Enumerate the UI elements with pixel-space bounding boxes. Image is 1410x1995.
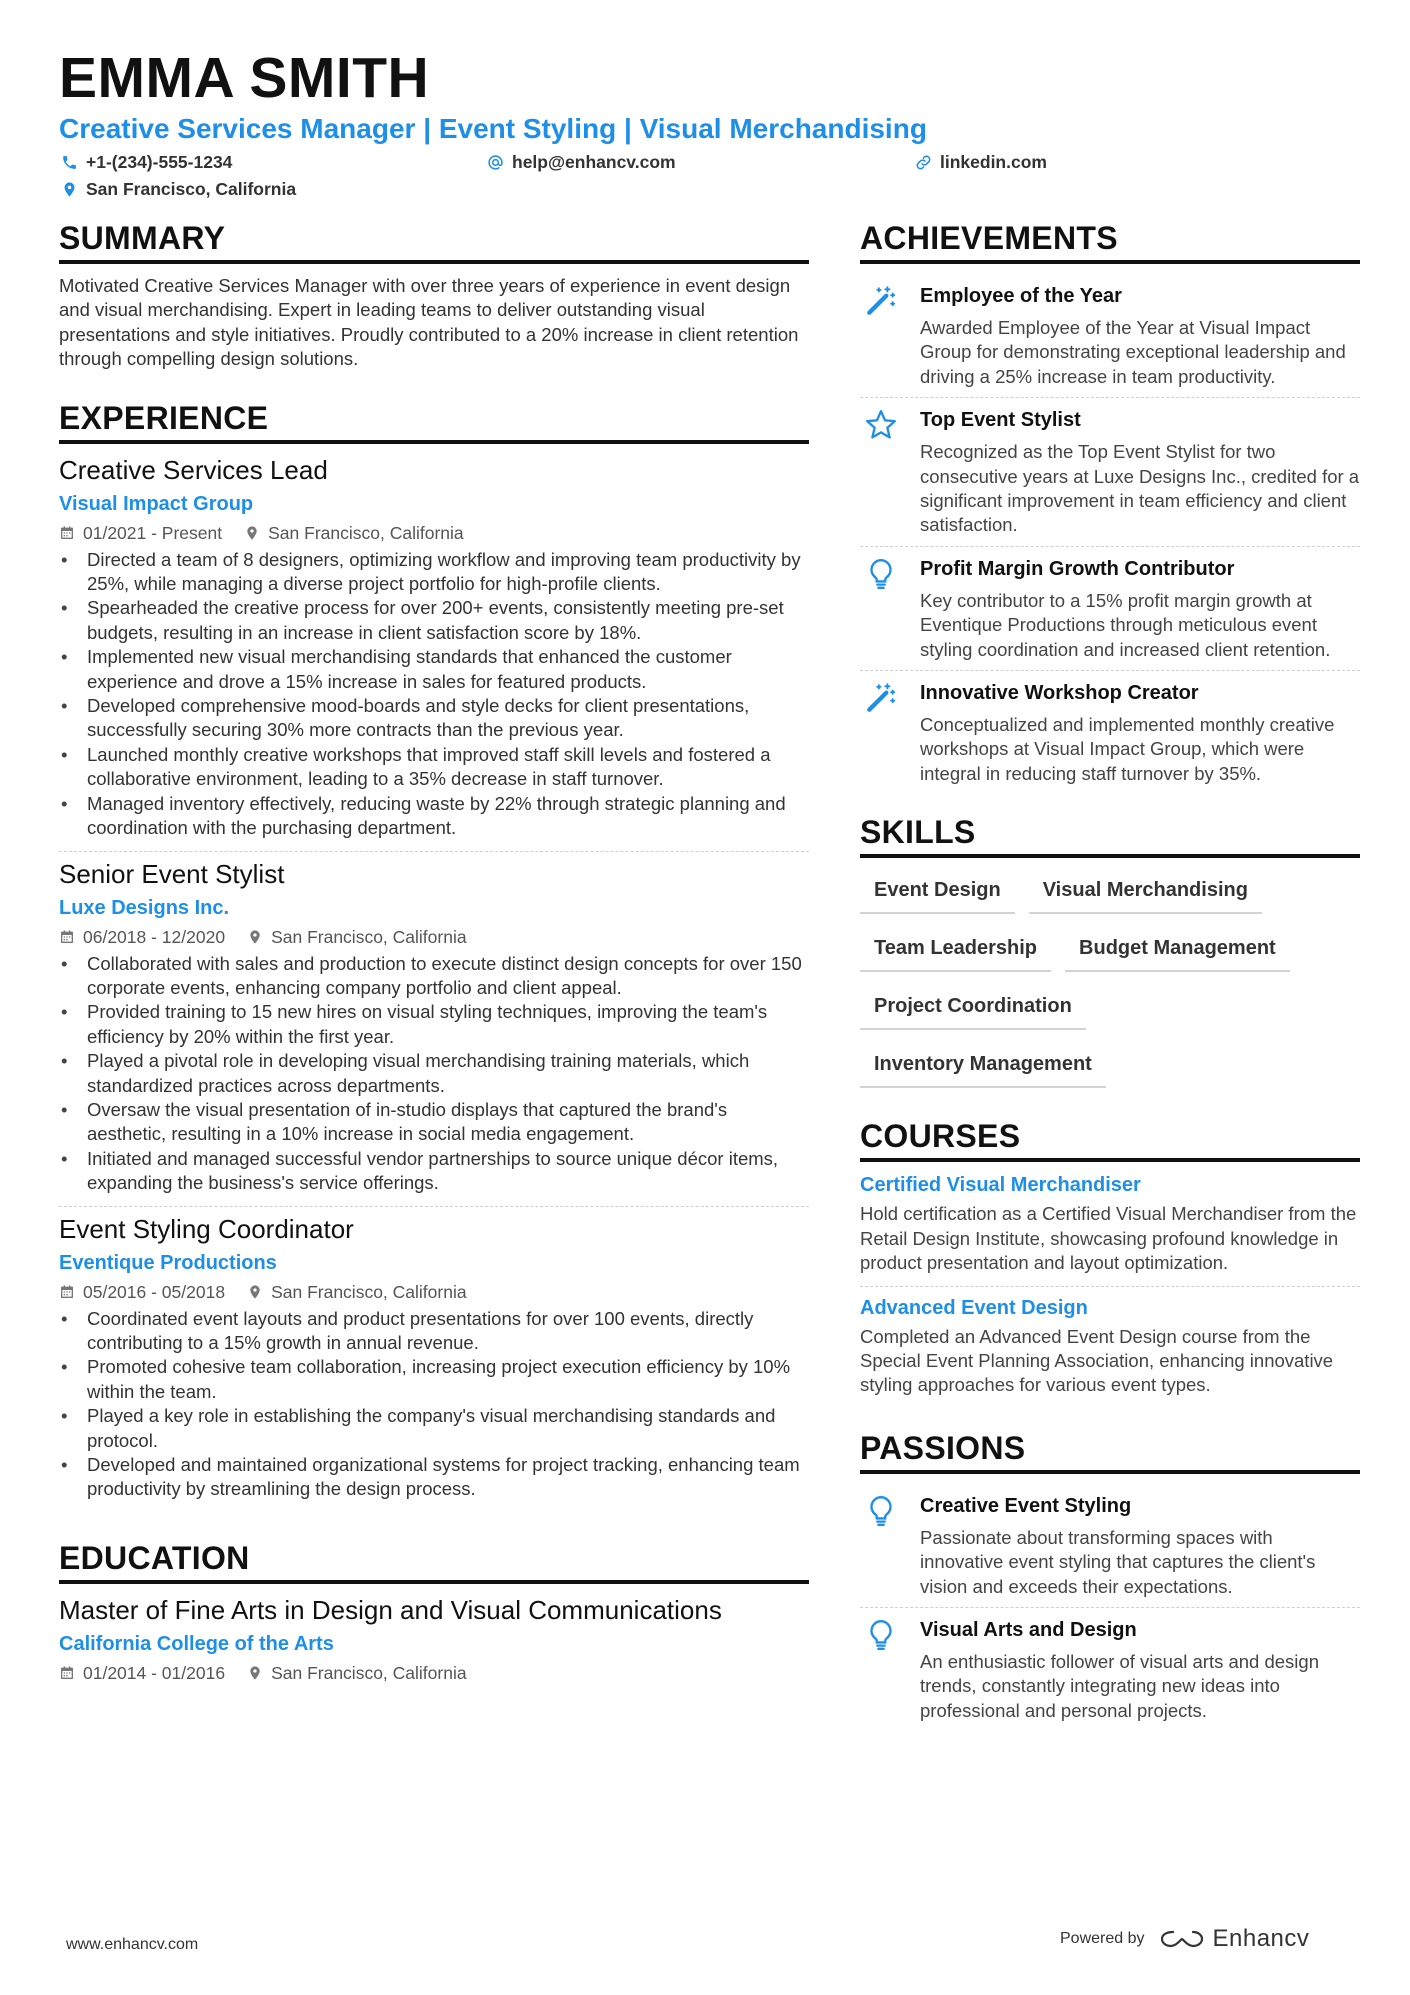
lightbulb-icon (864, 557, 898, 591)
courses-list (860, 1172, 1360, 1397)
list-item: • Developed and maintained organizational systems for project tracking, enhancing team productivity by streamlining the design process. (59, 1453, 809, 1502)
location-pin-icon (244, 525, 260, 541)
experience-heading: EXPERIENCE (59, 398, 809, 444)
divider (59, 1206, 809, 1207)
experience-item (59, 858, 809, 1196)
passions-heading: PASSIONS (860, 1428, 1360, 1474)
skills-list (860, 868, 1360, 1100)
skill-tag: Event Design (860, 868, 1015, 914)
contact-phone[interactable] (61, 152, 232, 173)
right-column (860, 218, 1360, 1731)
experience-item (59, 1213, 809, 1502)
skill-tag: Project Coordination (860, 984, 1086, 1030)
achievement-item (860, 274, 1360, 398)
skills-heading: SKILLS (860, 812, 1360, 858)
achievement-title: Profit Margin Growth Contributor (920, 557, 1235, 580)
list-item: • Promoted cohesive team collaboration, increasing project execution efficiency by 10% within the team. (59, 1355, 809, 1404)
job-bullets (59, 1307, 809, 1502)
location-pin-icon (247, 1284, 263, 1300)
job-location: San Francisco, California (271, 926, 467, 947)
job-role: Event Styling Coordinator (59, 1213, 354, 1244)
job-location: San Francisco, California (268, 522, 464, 543)
courses-heading: COURSES (860, 1116, 1360, 1162)
job-location: San Francisco, California (271, 1281, 467, 1302)
list-item: • Directed a team of 8 designers, optimizing workflow and improving team productivity by 25%, while managing a diverse project portfolio for high-profile clients. (59, 548, 809, 597)
course-desc: Hold certification as a Certified Visual Merchandiser from the Retail Design Institute, showcasing profound knowledge in product presentation and layout optimization. (860, 1203, 1357, 1274)
job-dates: 06/2018 - 12/2020 (83, 926, 226, 947)
link-icon (915, 154, 932, 171)
job-bullets (59, 548, 809, 841)
passion-title: Visual Arts and Design (920, 1618, 1137, 1641)
divider (59, 851, 809, 852)
lightbulb-icon (864, 1618, 898, 1652)
list-item: • Oversaw the visual presentation of in-studio displays that captured the brand's aesthetic, resulting in a 10% increase in social media engagement. (59, 1098, 809, 1147)
job-dates: 05/2016 - 05/2018 (83, 1281, 226, 1302)
powered-by-text: Powered by (1060, 1930, 1145, 1947)
achievement-desc: Awarded Employee of the Year at Visual Impact Group for demonstrating exceptional leadership and driving a 25% increase in team productivity. (920, 317, 1346, 387)
phone-text: +1-(234)-555-1234 (86, 152, 233, 172)
passion-item (860, 1484, 1360, 1608)
list-item: • Played a pivotal role in developing visual merchandising training materials, which standardized practices across departments. (59, 1049, 809, 1098)
phone-icon (61, 154, 78, 171)
experience-item (59, 454, 809, 841)
achievement-desc: Key contributor to a 15% profit margin growth at Eventique Productions through meticulous event styling coordination and increased client retention. (920, 589, 1331, 660)
skill-tag: Budget Management (1065, 926, 1290, 972)
footer-branding (1060, 1925, 1309, 1953)
calendar-icon (59, 525, 75, 541)
magic-wand-icon (864, 284, 898, 318)
achievement-title: Innovative Workshop Creator (920, 682, 1199, 705)
achievement-item (860, 547, 1360, 671)
enhancv-logo-icon (1159, 1927, 1205, 1951)
left-column (59, 218, 809, 1684)
passion-item (860, 1608, 1360, 1731)
job-company: Visual Impact Group (59, 492, 254, 515)
passion-desc: An enthusiastic follower of visual arts and design trends, constantly integrating new ideas into professional and personal projects. (920, 1650, 1319, 1721)
candidate-name: EMMA SMITH (59, 46, 430, 110)
course-title: Advanced Event Design (860, 1296, 1088, 1319)
calendar-icon (59, 1665, 75, 1681)
education-meta (59, 1662, 809, 1684)
list-item: • Launched monthly creative workshops that improved staff skill levels and fostered a collaborative environment, leading to a 35% decrease in staff turnover. (59, 743, 809, 792)
brand-logo[interactable] (1159, 1925, 1310, 1953)
list-item: • Collaborated with sales and production to execute distinct design concepts for over 150 corporate events, enhancing company portfolio and client appeal. (59, 952, 809, 1001)
divider (860, 1286, 1360, 1287)
passion-title: Creative Event Styling (920, 1494, 1132, 1517)
job-company: Luxe Designs Inc. (59, 896, 230, 919)
list-item: • Coordinated event layouts and product presentations for over 100 events, directly contributing to a 15% growth in annual revenue. (59, 1307, 809, 1356)
education-heading: EDUCATION (59, 1538, 809, 1584)
email-text: help@enhancv.com (512, 152, 676, 172)
contact-linkedin[interactable] (915, 152, 1047, 173)
course-desc: Completed an Advanced Event Design course from the Special Event Planning Association, enhancing innovative styling approaches for various event types. (860, 1325, 1334, 1396)
achievement-desc: Conceptualized and implemented monthly creative workshops at Visual Impact Group, which were integral in reducing staff turnover by 35%. (920, 714, 1335, 784)
list-item: • Developed comprehensive mood-boards and style decks for client presentations, successfully securing 30% more contracts than the previous year. (59, 694, 809, 743)
contact-info (59, 150, 1359, 210)
calendar-icon (59, 1284, 75, 1300)
at-sign-icon (487, 154, 504, 171)
list-item: • Provided training to 15 new hires on visual styling techniques, improving the team's efficiency by 20% within the first year. (59, 1000, 809, 1049)
calendar-icon (59, 929, 75, 945)
job-role: Creative Services Lead (59, 454, 328, 485)
course-item (860, 1172, 1360, 1275)
skill-tag: Inventory Management (860, 1042, 1106, 1088)
list-item: • Initiated and managed successful vendor partnerships to source unique décor items, expanding the business's service offerings. (59, 1147, 809, 1196)
course-item (860, 1295, 1360, 1398)
achievement-title: Top Event Stylist (920, 409, 1081, 432)
job-company: Eventique Productions (59, 1251, 277, 1274)
job-dates: 01/2021 - Present (83, 522, 223, 543)
passions-list (860, 1484, 1360, 1731)
course-title: Certified Visual Merchandiser (860, 1174, 1141, 1197)
job-role: Senior Event Stylist (59, 858, 285, 889)
candidate-title: Creative Services Manager | Event Styling | Visual Merchandising (59, 113, 927, 144)
summary-heading: SUMMARY (59, 218, 809, 264)
achievement-desc: Recognized as the Top Event Stylist for two consecutive years at Luxe Designs Inc., credited for a significant improvement in team efficiency and client satisfaction. (920, 441, 1360, 536)
brand-name: Enhancv (1212, 1925, 1310, 1952)
job-meta (59, 926, 809, 948)
list-item: • Managed inventory effectively, reducing waste by 22% through strategic planning and coordination with the purchasing department. (59, 792, 809, 841)
achievement-title: Employee of the Year (920, 285, 1122, 307)
education-location: San Francisco, California (271, 1662, 467, 1683)
contact-email[interactable] (487, 152, 676, 173)
footer-website[interactable]: www.enhancv.com (66, 1936, 199, 1953)
list-item: • Implemented new visual merchandising standards that enhanced the customer experience and drove a 15% increase in sales for featured products. (59, 645, 809, 694)
job-bullets (59, 952, 809, 1196)
education-item (59, 1594, 809, 1684)
education-dates: 01/2014 - 01/2016 (83, 1662, 226, 1683)
summary-text: Motivated Creative Services Manager with over three years of experience in event design and visual merchandising. Expert in leading teams to deliver outstanding visual presentations and style initiatives. Proudly contributed to a 20% increase in client retention through compelling design solutions. (59, 275, 799, 370)
list-item: • Spearheaded the creative process for over 200+ events, consistently meeting pre-set budgets, resulting in an increase in client satisfaction score by 18%. (59, 596, 809, 645)
location-text: San Francisco, California (86, 179, 297, 199)
job-meta (59, 1281, 809, 1303)
list-item: • Played a key role in establishing the company's visual merchandising standards and protocol. (59, 1404, 809, 1453)
achievement-item (860, 398, 1360, 547)
lightbulb-icon (864, 1494, 898, 1528)
location-pin-icon (61, 181, 78, 198)
star-icon (864, 408, 898, 442)
resume-header (59, 46, 1359, 210)
education-degree: Master of Fine Arts in Design and Visual Communications (59, 1594, 722, 1625)
skill-tag: Team Leadership (860, 926, 1051, 972)
achievement-item (860, 671, 1360, 794)
achievements-heading: ACHIEVEMENTS (860, 218, 1360, 264)
magic-wand-icon (864, 681, 898, 715)
passion-desc: Passionate about transforming spaces with innovative event styling that captures the client's vision and exceeds their expectations. (920, 1526, 1316, 1597)
location-pin-icon (247, 1665, 263, 1681)
job-meta (59, 522, 809, 544)
achievements-list (860, 274, 1360, 794)
education-school: California College of the Arts (59, 1632, 334, 1655)
contact-location (61, 179, 296, 200)
location-pin-icon (247, 929, 263, 945)
linkedin-text: linkedin.com (940, 152, 1047, 172)
skill-tag: Visual Merchandising (1029, 868, 1262, 914)
